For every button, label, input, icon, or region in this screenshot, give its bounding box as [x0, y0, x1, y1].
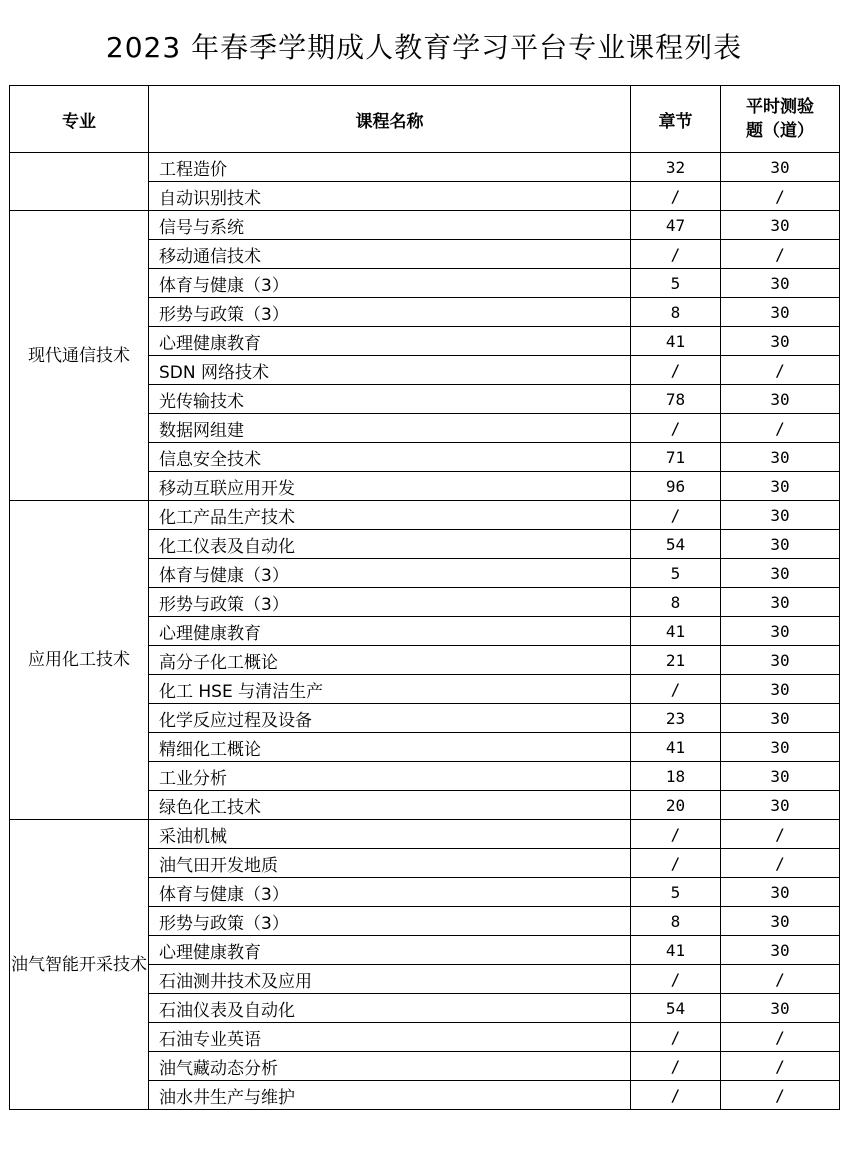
course-name-cell: 工业分析	[149, 762, 631, 791]
header-major: 专业	[10, 86, 149, 153]
header-quiz-line1: 平时测验	[746, 97, 814, 117]
course-name-cell: 心理健康教育	[149, 936, 631, 965]
chapters-cell: /	[631, 849, 721, 878]
table-row	[10, 153, 840, 182]
quiz-cell: /	[721, 1023, 840, 1052]
header-course: 课程名称	[149, 86, 631, 153]
quiz-cell: 30	[721, 443, 840, 472]
quiz-cell: 30	[721, 588, 840, 617]
quiz-cell: /	[721, 240, 840, 269]
header-quiz-line2: 题（道）	[746, 121, 814, 141]
course-name-cell: 石油专业英语	[149, 1023, 631, 1052]
chapters-cell: 5	[631, 269, 721, 298]
course-name-cell: 绿色化工技术	[149, 791, 631, 820]
quiz-cell: 30	[721, 327, 840, 356]
quiz-cell: 30	[721, 936, 840, 965]
chapters-cell: 18	[631, 762, 721, 791]
quiz-cell: 30	[721, 559, 840, 588]
course-name-cell: 移动通信技术	[149, 240, 631, 269]
major-cell: 现代通信技术	[10, 211, 149, 501]
major-cell: 油气智能开采技术	[10, 820, 149, 1110]
chapters-cell: 20	[631, 791, 721, 820]
course-name-cell: 心理健康教育	[149, 327, 631, 356]
course-name-cell: 油气田开发地质	[149, 849, 631, 878]
quiz-cell: 30	[721, 385, 840, 414]
course-name-cell: 自动识别技术	[149, 182, 631, 211]
chapters-cell: /	[631, 965, 721, 994]
quiz-cell: /	[721, 820, 840, 849]
chapters-cell: /	[631, 182, 721, 211]
course-table	[9, 85, 840, 1110]
quiz-cell: /	[721, 1052, 840, 1081]
course-name-cell: 化学反应过程及设备	[149, 704, 631, 733]
quiz-cell: 30	[721, 617, 840, 646]
chapters-cell: 21	[631, 646, 721, 675]
course-name-cell: 光传输技术	[149, 385, 631, 414]
table-row	[10, 820, 840, 849]
chapters-cell: 47	[631, 211, 721, 240]
course-name-cell: 采油机械	[149, 820, 631, 849]
chapters-cell: 23	[631, 704, 721, 733]
quiz-cell: 30	[721, 762, 840, 791]
chapters-cell: /	[631, 356, 721, 385]
course-name-cell: 体育与健康（3）	[149, 878, 631, 907]
chapters-cell: 71	[631, 443, 721, 472]
chapters-cell: 41	[631, 327, 721, 356]
quiz-cell: 30	[721, 501, 840, 530]
quiz-cell: 30	[721, 646, 840, 675]
course-name-cell: 体育与健康（3）	[149, 269, 631, 298]
table-row	[10, 211, 840, 240]
quiz-cell: 30	[721, 704, 840, 733]
chapters-cell: /	[631, 1023, 721, 1052]
chapters-cell: 41	[631, 617, 721, 646]
chapters-cell: 41	[631, 936, 721, 965]
header-quiz	[721, 86, 840, 153]
course-name-cell: 高分子化工概论	[149, 646, 631, 675]
chapters-cell: /	[631, 501, 721, 530]
course-name-cell: 信号与系统	[149, 211, 631, 240]
header-row	[10, 86, 840, 153]
quiz-cell: 30	[721, 907, 840, 936]
course-name-cell: 油气藏动态分析	[149, 1052, 631, 1081]
chapters-cell: /	[631, 1052, 721, 1081]
chapters-cell: 54	[631, 530, 721, 559]
quiz-cell: 30	[721, 298, 840, 327]
major-cell	[10, 153, 149, 211]
table-row	[10, 501, 840, 530]
course-name-cell: 化工仪表及自动化	[149, 530, 631, 559]
course-name-cell: 化工 HSE 与清洁生产	[149, 675, 631, 704]
course-name-cell: 数据网组建	[149, 414, 631, 443]
quiz-cell: 30	[721, 530, 840, 559]
chapters-cell: 8	[631, 588, 721, 617]
course-name-cell: 化工产品生产技术	[149, 501, 631, 530]
course-name-cell: 石油仪表及自动化	[149, 994, 631, 1023]
quiz-cell: /	[721, 182, 840, 211]
course-name-cell: 形势与政策（3）	[149, 907, 631, 936]
page-title: 2023 年春季学期成人教育学习平台专业课程列表	[105, 31, 743, 64]
quiz-cell: 30	[721, 269, 840, 298]
chapters-cell: /	[631, 675, 721, 704]
quiz-cell: 30	[721, 153, 840, 182]
quiz-cell: 30	[721, 211, 840, 240]
quiz-cell: 30	[721, 675, 840, 704]
chapters-cell: 8	[631, 907, 721, 936]
quiz-cell: /	[721, 1081, 840, 1110]
quiz-cell: 30	[721, 472, 840, 501]
chapters-cell: 5	[631, 878, 721, 907]
chapters-cell: /	[631, 1081, 721, 1110]
quiz-cell: 30	[721, 994, 840, 1023]
table-body	[10, 153, 840, 1110]
course-name-cell: 石油测井技术及应用	[149, 965, 631, 994]
chapters-cell: /	[631, 820, 721, 849]
course-name-cell: 体育与健康（3）	[149, 559, 631, 588]
chapters-cell: 54	[631, 994, 721, 1023]
quiz-cell: 30	[721, 878, 840, 907]
quiz-cell: 30	[721, 791, 840, 820]
quiz-cell: 30	[721, 733, 840, 762]
course-name-cell: 形势与政策（3）	[149, 588, 631, 617]
header-chapters: 章节	[631, 86, 721, 153]
course-name-cell: 油水井生产与维护	[149, 1081, 631, 1110]
course-name-cell: 工程造价	[149, 153, 631, 182]
course-name-cell: 信息安全技术	[149, 443, 631, 472]
major-cell: 应用化工技术	[10, 501, 149, 820]
chapters-cell: 96	[631, 472, 721, 501]
course-name-cell: 心理健康教育	[149, 617, 631, 646]
quiz-cell: /	[721, 965, 840, 994]
chapters-cell: 32	[631, 153, 721, 182]
quiz-cell: /	[721, 849, 840, 878]
chapters-cell: 5	[631, 559, 721, 588]
chapters-cell: /	[631, 240, 721, 269]
course-name-cell: 精细化工概论	[149, 733, 631, 762]
course-name-cell: 移动互联应用开发	[149, 472, 631, 501]
chapters-cell: 78	[631, 385, 721, 414]
quiz-cell: /	[721, 414, 840, 443]
chapters-cell: 41	[631, 733, 721, 762]
quiz-cell: /	[721, 356, 840, 385]
course-name-cell: 形势与政策（3）	[149, 298, 631, 327]
chapters-cell: 8	[631, 298, 721, 327]
course-name-cell: SDN 网络技术	[149, 356, 631, 385]
chapters-cell: /	[631, 414, 721, 443]
